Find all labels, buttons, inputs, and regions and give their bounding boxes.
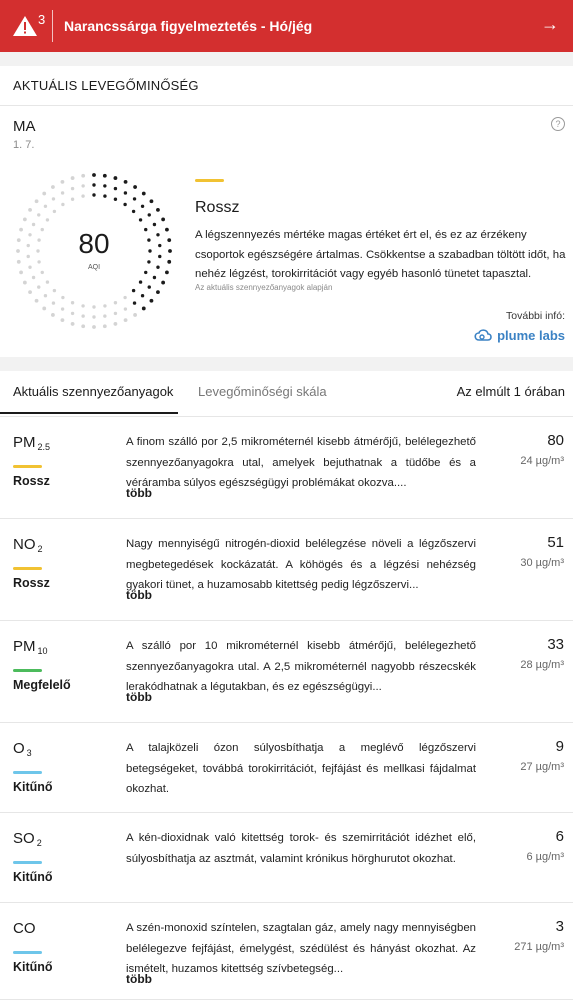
gauge-dot (44, 205, 47, 208)
gauge-dot (81, 304, 84, 307)
pollutant-concentration: 28 µg/m³ (520, 659, 564, 671)
pollutant-row[interactable] (0, 417, 573, 519)
gauge-dot (141, 205, 144, 208)
pollutant-status-bar (13, 771, 42, 774)
gauge-dot (61, 203, 64, 206)
gauge-dot (92, 315, 95, 318)
pollutant-status-bar (13, 465, 42, 468)
gauge-dot (103, 304, 106, 307)
pollutant-symbol: O (13, 740, 25, 757)
gauge-dot (81, 174, 85, 178)
quality-note: Az aktuális szennyezőanyagok alapján (195, 283, 333, 292)
gauge-dot (123, 203, 126, 206)
gauge-dot (141, 294, 144, 297)
pollutant-value: 51 (547, 534, 564, 551)
gauge-dot (156, 208, 160, 212)
pollutant-description: A kén-dioxidnak való kitettség torok- és szemirritációt idézhet elő, súlyosbíthatja az asztmát, valamint krónikus hörghurutot okozhat. (126, 832, 476, 865)
gauge-dot (103, 194, 106, 197)
alert-count: 3 (38, 12, 46, 27)
gauge-dot (46, 218, 49, 221)
gauge-dot (81, 314, 84, 317)
pollutant-value: 3 (555, 918, 564, 935)
pollutant-status: Rossz (13, 474, 50, 488)
pollutant-symbol: CO (13, 920, 36, 937)
gauge-dot (133, 301, 136, 304)
weather-alert-banner[interactable] (0, 0, 573, 52)
gauge-dot (103, 174, 107, 178)
gauge-dot (71, 198, 74, 201)
gauge-dot (23, 218, 27, 222)
pollutant-row[interactable] (0, 621, 573, 723)
quality-color-bar (195, 179, 224, 182)
gauge-dot (114, 312, 117, 315)
gauge-dot (124, 191, 127, 194)
gauge-dot (61, 318, 65, 322)
pollutant-concentration: 6 µg/m³ (526, 851, 564, 863)
pollutant-status-bar (13, 669, 42, 672)
pollutant-symbol: NO (13, 536, 36, 553)
gauge-dot (23, 281, 27, 285)
gauge-dot (114, 176, 118, 180)
gauge-dot (71, 187, 74, 190)
gauge-dot (150, 299, 154, 303)
more-link[interactable]: több (126, 972, 152, 986)
gauge-dot (35, 199, 39, 203)
gauge-dot (42, 192, 46, 196)
section-gap (0, 52, 573, 66)
pollutant-row[interactable] (0, 723, 573, 813)
gauge-dot (114, 198, 117, 201)
more-link[interactable]: több (126, 588, 152, 602)
alert-title: Narancssárga figyelmeztetés - Hó/jég (64, 18, 313, 34)
gauge-dot (133, 185, 137, 189)
pollutant-description: A szén-monoxid színtelen, szagtalan gáz, amely nagy mennyiségben belélegezve fejfájást, émelygést, szédülést és hányást okozhat. Az ismételt, huzamos kitettség szívbetegség... (126, 922, 476, 975)
plume-labs-logo-icon (473, 327, 493, 343)
gauge-dot (41, 271, 44, 274)
gauge-dot (123, 296, 126, 299)
gauge-dot (28, 208, 32, 212)
pollutant-concentration: 27 µg/m³ (520, 761, 564, 773)
more-link[interactable]: több (126, 690, 152, 704)
pollutant-symbol: PM (13, 638, 36, 655)
gauge-dot (32, 276, 35, 279)
gauge-dot (46, 280, 49, 283)
active-tab-indicator (0, 412, 178, 414)
gauge-dot (124, 307, 127, 310)
gauge-dot (81, 184, 84, 187)
pollutant-status: Kitűnő (13, 960, 53, 974)
air-quality-header (0, 66, 573, 106)
air-quality-title: AKTUÁLIS LEVEGŐMINŐSÉG (13, 78, 199, 93)
gauge-dot (165, 271, 169, 275)
pollutant-name (13, 830, 42, 848)
gauge-dot (144, 271, 147, 274)
aqi-unit: AQI (87, 264, 101, 271)
warning-triangle-icon (12, 15, 38, 37)
gauge-dot (161, 218, 165, 222)
gauge-dot (132, 210, 135, 213)
pollutant-value: 33 (547, 636, 564, 653)
alert-divider (52, 10, 53, 42)
gauge-dot (71, 301, 74, 304)
pollutant-name (13, 536, 43, 554)
pollutant-status-bar (13, 567, 42, 570)
pollutant-concentration: 271 µg/m³ (514, 941, 564, 953)
gauge-dot (19, 271, 23, 275)
gauge-dot (132, 289, 135, 292)
pollutant-symbol: PM (13, 434, 36, 451)
more-link[interactable]: több (126, 486, 152, 500)
gauge-dot (139, 280, 142, 283)
section-gap (0, 357, 573, 371)
pollutant-status-bar (13, 861, 42, 864)
pollutant-subscript: 10 (37, 646, 48, 656)
pollutant-tabs (0, 371, 573, 417)
gauge-dot (61, 307, 64, 310)
gauge-dot (81, 324, 85, 328)
more-info-label: További infó: (506, 310, 565, 322)
gauge-dot (32, 223, 35, 226)
pollutant-status-bar (13, 951, 42, 954)
gauge-dot (37, 213, 40, 216)
gauge-dot (124, 318, 128, 322)
pollutant-name (13, 920, 38, 938)
day-label: MA (13, 118, 36, 135)
pollutant-name (13, 434, 50, 452)
pollutant-name (13, 638, 48, 656)
gauge-dot (153, 276, 156, 279)
pollutant-subscript: 3 (26, 748, 32, 758)
pollutant-status: Kitűnő (13, 870, 53, 884)
gauge-dot (52, 197, 55, 200)
gauge-dot (71, 322, 75, 326)
gauge-dot (153, 223, 156, 226)
pollutant-description: Nagy mennyiségű nitrogén-dioxid belélegzése növeli a légzőszervi megbetegedések kockázatát. A köhögés és a légzési nehézség gyakori tünet, a huzamosabb kitettség pedig légzőszervi... (126, 538, 476, 591)
gauge-dot (114, 301, 117, 304)
pollutant-row[interactable] (0, 813, 573, 903)
gauge-dot (92, 183, 95, 186)
arrow-right-icon[interactable]: → (541, 14, 559, 34)
gauge-dot (44, 294, 47, 297)
help-icon[interactable]: ? (551, 117, 565, 131)
gauge-dot (71, 176, 75, 180)
gauge-dot (28, 290, 32, 294)
gauge-dot (92, 193, 95, 196)
gauge-dot (133, 197, 136, 200)
pollutant-value: 9 (555, 738, 564, 755)
quality-description: A légszennyezés mértéke magas értéket ért el, és ez az érzékeny csoportok egészségére ártalmas. Csökkentse a szabadban töltött időt, ha nehéz légzést, torokirritációt vagy egyéb hasonló tünetet tapasztal. (195, 229, 566, 280)
pollutant-description: A finom szálló por 2,5 mikrométernél kisebb átmérőjű, belélegezhető szennyezőanyagokra utal, amelyek bejuthatnak a tüdőbe és a véráramba súlyos egészségügyi problémákat okozva.... (126, 436, 476, 489)
tab-air-quality-scale[interactable]: Levegőminőségi skála (198, 384, 327, 399)
pollutant-subscript: 2 (36, 838, 42, 848)
pollutant-subscript: 2 (37, 544, 43, 554)
pollutant-row[interactable] (0, 903, 573, 1000)
pollutant-status: Kitűnő (13, 780, 53, 794)
gauge-dot (139, 218, 142, 221)
gauge-dot (148, 285, 151, 288)
gauge-dot (92, 305, 95, 308)
quality-level: Rossz (195, 199, 240, 216)
gauge-dot (161, 281, 165, 285)
plume-labs-text: plume labs (497, 327, 565, 343)
gauge-dot (133, 313, 137, 317)
gauge-dot (81, 194, 84, 197)
gauge-dot (103, 324, 107, 328)
gauge-dot (103, 184, 106, 187)
pollutant-description: A talajközeli ózon súlyosbíthatja a meglévő légzőszervi betegségeket, továbbá torokirritációt, fejfájást és mellkasi fájdalmat okozhat. (126, 742, 476, 795)
pollutant-status: Megfelelő (13, 678, 71, 692)
gauge-dot (114, 322, 118, 326)
gauge-dot (52, 301, 55, 304)
pollutant-row[interactable] (0, 519, 573, 621)
pollutant-name (13, 740, 32, 758)
gauge-dot (53, 210, 56, 213)
gauge-dot (92, 173, 96, 177)
pollutant-subscript: 2.5 (37, 442, 51, 452)
gauge-dot (156, 290, 160, 294)
gauge-dot (61, 191, 64, 194)
gauge-dot (103, 314, 106, 317)
gauge-dot (71, 312, 74, 315)
date-label: 1. 7. (13, 139, 35, 151)
gauge-dot (61, 180, 65, 184)
gauge-dot (142, 307, 146, 311)
pollutant-status: Rossz (13, 576, 50, 590)
pollutant-symbol: SO (13, 830, 35, 847)
gauge-dot (53, 289, 56, 292)
gauge-dot (150, 199, 154, 203)
gauge-dot (92, 325, 96, 329)
pollutant-concentration: 30 µg/m³ (520, 557, 564, 569)
aqi-value: 80 (78, 228, 110, 259)
gauge-dot (61, 296, 64, 299)
pollutant-value: 6 (555, 828, 564, 845)
pollutant-value: 80 (547, 432, 564, 449)
pollutant-description: A szálló por 10 mikrométernél kisebb átmérőjű, belélegezhető szennyezőanyagokra utal. A 2,5 mikrométernél nagyobb részecskék lerakódhatnak a légutakban, és ez egészségügyi... (126, 640, 476, 693)
period-label: Az elmúlt 1 órában (456, 384, 565, 399)
gauge-dot (124, 180, 128, 184)
tab-current-pollutants[interactable]: Aktuális szennyezőanyagok (13, 384, 174, 399)
plume-labs-link[interactable] (473, 326, 565, 344)
pollutant-concentration: 24 µg/m³ (520, 455, 564, 467)
gauge-dot (148, 213, 151, 216)
gauge-dot (42, 307, 46, 311)
gauge-dot (51, 185, 55, 189)
gauge-dot (51, 313, 55, 317)
gauge-dot (142, 192, 146, 196)
gauge-dot (37, 285, 40, 288)
gauge-dot (114, 187, 117, 190)
gauge-dot (35, 299, 39, 303)
